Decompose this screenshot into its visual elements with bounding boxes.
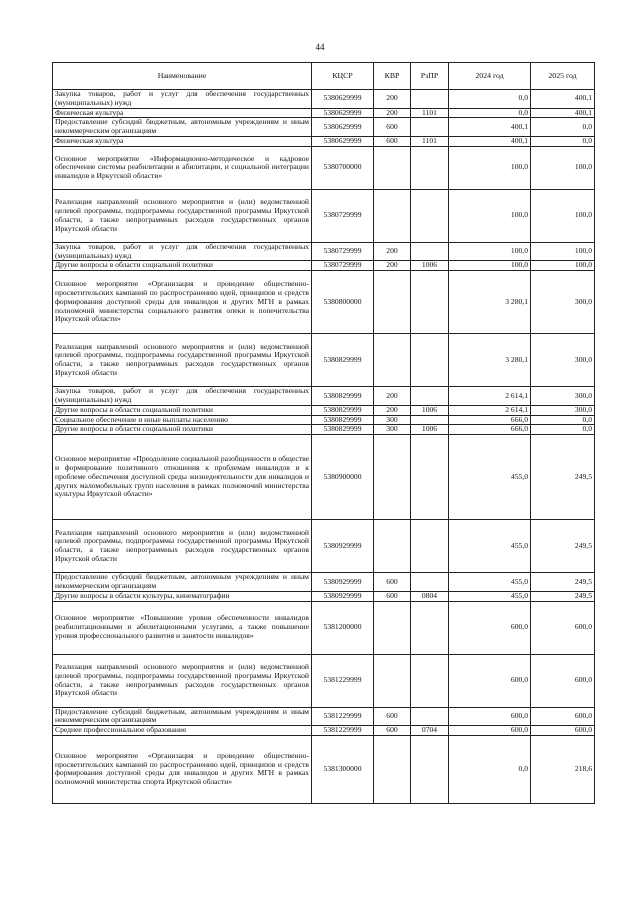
row-2025-cell: 300,0	[531, 334, 595, 387]
row-kvr-cell: 200	[374, 108, 411, 118]
row-2024-cell: 455,0	[449, 573, 531, 592]
row-2025-cell: 600,0	[531, 601, 595, 654]
row-kcsr-cell: 5380729999	[312, 189, 374, 242]
row-name-cell: Другие вопросы в области культуры, кинематографии	[53, 591, 312, 601]
row-kvr-cell: 600	[374, 726, 411, 736]
row-2024-cell: 600,0	[449, 726, 531, 736]
row-2024-cell: 666,0	[449, 425, 531, 435]
row-name-cell: Основное мероприятие «Организация и проведение общественно-просветительских кампаний по распространению идей, принципов и средств формирования доступной среды для инвалидов и других МГН в рамках полномочий министерства спорта Иркутской области»	[53, 735, 312, 803]
row-kvr-cell	[374, 601, 411, 654]
row-2025-cell: 249,5	[531, 520, 595, 573]
header-kcsr: КЦСР	[312, 63, 374, 90]
row-rzpr-cell: 1101	[411, 108, 449, 118]
row-kvr-cell: 600	[374, 136, 411, 146]
row-name-cell: Реализация направлений основного мероприятия и (или) ведомственной целевой программы, подпрограммы государственной программы Иркутской области, а также непрограммных расходов государственных органов Иркутской области	[53, 520, 312, 573]
header-2024: 2024 год	[449, 63, 531, 90]
header-name: Наименование	[53, 63, 312, 90]
row-kcsr-cell: 5380629999	[312, 108, 374, 118]
row-2024-cell: 2 614,1	[449, 405, 531, 415]
row-2025-cell: 300,0	[531, 405, 595, 415]
row-name-cell: Закупка товаров, работ и услуг для обеспечения государственных (муниципальных) нужд	[53, 387, 312, 406]
row-kvr-cell: 600	[374, 591, 411, 601]
row-rzpr-cell	[411, 334, 449, 387]
table-row	[53, 136, 595, 146]
row-2025-cell: 0,0	[531, 425, 595, 435]
row-kvr-cell: 600	[374, 118, 411, 137]
row-name-cell: Другие вопросы в области социальной политики	[53, 405, 312, 415]
row-kcsr-cell: 5380800000	[312, 271, 374, 334]
row-2024-cell: 0,0	[449, 108, 531, 118]
row-name-cell: Реализация направлений основного мероприятия и (или) ведомственной целевой программы, подпрограммы государственной программы Иркутской области, а также непрограммных расходов государственных органов Иркутской области	[53, 654, 312, 707]
row-2025-cell: 0,0	[531, 118, 595, 137]
row-2024-cell: 100,0	[449, 189, 531, 242]
row-kvr-cell	[374, 735, 411, 803]
row-name-cell: Предоставление субсидий бюджетным, автономным учреждениям и иным некоммерческим организациям	[53, 118, 312, 137]
table-row	[53, 520, 595, 573]
row-kvr-cell	[374, 334, 411, 387]
row-rzpr-cell	[411, 707, 449, 726]
row-rzpr-cell	[411, 520, 449, 573]
row-rzpr-cell	[411, 146, 449, 189]
page-number: 44	[315, 42, 325, 52]
row-kcsr-cell: 5380629999	[312, 118, 374, 137]
row-2024-cell: 600,0	[449, 707, 531, 726]
row-name-cell: Основное мероприятие «Информационно-методическое и кадровое обеспечение системы реабилитации и абилитации, и социальной интеграции инвалидов в Иркутской области»	[53, 146, 312, 189]
row-kcsr-cell: 5380700000	[312, 146, 374, 189]
row-2025-cell: 100,0	[531, 189, 595, 242]
row-name-cell: Предоставление субсидий бюджетным, автономным учреждениям и иным некоммерческим организациям	[53, 573, 312, 592]
row-kvr-cell: 600	[374, 573, 411, 592]
table-header	[53, 63, 595, 90]
table-row	[53, 118, 595, 137]
row-2024-cell: 3 280,1	[449, 334, 531, 387]
row-rzpr-cell: 1006	[411, 425, 449, 435]
header-kvr: КВР	[374, 63, 411, 90]
row-2024-cell: 100,0	[449, 261, 531, 271]
row-name-cell: Основное мероприятие «Повышение уровня обеспеченности инвалидов реабилитационными и абилитационными услугами, а также повышение уровня профессионального развития и занятости инвалидов»	[53, 601, 312, 654]
row-name-cell: Закупка товаров, работ и услуг для обеспечения государственных (муниципальных) нужд	[53, 90, 312, 109]
row-name-cell: Социальное обеспечение и иные выплаты населению	[53, 415, 312, 425]
table-row	[53, 387, 595, 406]
row-kcsr-cell: 5380729999	[312, 242, 374, 261]
row-2024-cell: 455,0	[449, 435, 531, 520]
row-kvr-cell: 200	[374, 261, 411, 271]
row-rzpr-cell	[411, 118, 449, 137]
row-2025-cell: 100,0	[531, 146, 595, 189]
table-row	[53, 435, 595, 520]
row-kcsr-cell: 5380829999	[312, 334, 374, 387]
row-name-cell: Основное мероприятие «Преодоление социальной разобщенности в обществе и формирование позитивного отношения к проблемам инвалидов и к проблеме обеспечения доступной среды жизнедеятельности для инвалидов и других маломобильных групп населения в рамках полномочий министерства культуры Иркутской области»	[53, 435, 312, 520]
row-2024-cell: 400,1	[449, 118, 531, 137]
row-kcsr-cell: 5380629999	[312, 136, 374, 146]
row-rzpr-cell	[411, 654, 449, 707]
header-rzpr: РзПР	[411, 63, 449, 90]
row-kcsr-cell: 5380729999	[312, 261, 374, 271]
row-2025-cell: 600,0	[531, 726, 595, 736]
row-kvr-cell	[374, 189, 411, 242]
row-kcsr-cell: 5380829999	[312, 387, 374, 406]
row-kvr-cell: 300	[374, 425, 411, 435]
table-row	[53, 242, 595, 261]
row-name-cell: Другие вопросы в области социальной политики	[53, 261, 312, 271]
row-name-cell: Физическая культура	[53, 136, 312, 146]
row-kvr-cell	[374, 654, 411, 707]
row-2025-cell: 249,5	[531, 435, 595, 520]
row-2025-cell: 0,0	[531, 415, 595, 425]
budget-table	[52, 62, 595, 804]
row-2025-cell: 218,6	[531, 735, 595, 803]
table-row	[53, 334, 595, 387]
table-row	[53, 90, 595, 109]
row-2024-cell: 600,0	[449, 654, 531, 707]
row-rzpr-cell	[411, 435, 449, 520]
table-row	[53, 425, 595, 435]
header-2025: 2025 год	[531, 63, 595, 90]
row-kcsr-cell: 5381300000	[312, 735, 374, 803]
row-rzpr-cell: 1101	[411, 136, 449, 146]
row-rzpr-cell	[411, 573, 449, 592]
row-name-cell: Закупка товаров, работ и услуг для обеспечения государственных (муниципальных) нужд	[53, 242, 312, 261]
row-2024-cell: 0,0	[449, 90, 531, 109]
row-kcsr-cell: 5380829999	[312, 425, 374, 435]
table-row	[53, 405, 595, 415]
row-rzpr-cell: 1006	[411, 405, 449, 415]
row-2025-cell: 300,0	[531, 387, 595, 406]
row-2025-cell: 300,0	[531, 271, 595, 334]
row-kvr-cell: 200	[374, 90, 411, 109]
table-row	[53, 146, 595, 189]
row-name-cell: Другие вопросы в области социальной политики	[53, 425, 312, 435]
row-2025-cell: 400,1	[531, 90, 595, 109]
table-row	[53, 707, 595, 726]
row-name-cell: Реализация направлений основного мероприятия и (или) ведомственной целевой программы, подпрограммы государственной программы Иркутской области, а также непрограммных расходов государственных органов Иркутской области	[53, 334, 312, 387]
row-2025-cell: 100,0	[531, 242, 595, 261]
row-rzpr-cell	[411, 387, 449, 406]
table-row	[53, 271, 595, 334]
row-kcsr-cell: 5381229999	[312, 707, 374, 726]
row-kcsr-cell: 5380829999	[312, 405, 374, 415]
row-rzpr-cell: 1006	[411, 261, 449, 271]
row-2025-cell: 400,1	[531, 108, 595, 118]
row-name-cell: Физическая культура	[53, 108, 312, 118]
row-kvr-cell: 300	[374, 415, 411, 425]
row-kvr-cell: 600	[374, 707, 411, 726]
table-row	[53, 591, 595, 601]
row-kcsr-cell: 5380929999	[312, 591, 374, 601]
row-2025-cell: 100,0	[531, 261, 595, 271]
row-2024-cell: 2 614,1	[449, 387, 531, 406]
row-rzpr-cell	[411, 735, 449, 803]
row-2024-cell: 3 280,1	[449, 271, 531, 334]
row-name-cell: Предоставление субсидий бюджетным, автономным учреждениям и иным некоммерческим организациям	[53, 707, 312, 726]
row-2024-cell: 100,0	[449, 242, 531, 261]
row-rzpr-cell: 0804	[411, 591, 449, 601]
row-kcsr-cell: 5381229999	[312, 726, 374, 736]
row-kcsr-cell: 5380900000	[312, 435, 374, 520]
row-2025-cell: 600,0	[531, 654, 595, 707]
row-2024-cell: 100,0	[449, 146, 531, 189]
row-2025-cell: 249,5	[531, 573, 595, 592]
table-row	[53, 261, 595, 271]
row-kvr-cell	[374, 271, 411, 334]
row-rzpr-cell	[411, 242, 449, 261]
row-kcsr-cell: 5380829999	[312, 415, 374, 425]
row-kvr-cell	[374, 435, 411, 520]
row-name-cell: Основное мероприятие «Организация и проведение общественно-просветительских кампаний по распространению идей, принципов и средств формирования доступной среды для инвалидов и других МГН в рамках полномочий министерства социального развития опеки и попечительства Иркутской области»	[53, 271, 312, 334]
row-kvr-cell	[374, 520, 411, 573]
row-kcsr-cell: 5380629999	[312, 90, 374, 109]
table-body	[53, 90, 595, 804]
row-kvr-cell: 200	[374, 405, 411, 415]
row-2024-cell: 455,0	[449, 591, 531, 601]
row-2025-cell: 249,5	[531, 591, 595, 601]
table-row	[53, 573, 595, 592]
row-2024-cell: 666,0	[449, 415, 531, 425]
table-row	[53, 654, 595, 707]
row-rzpr-cell: 0704	[411, 726, 449, 736]
row-rzpr-cell	[411, 189, 449, 242]
row-rzpr-cell	[411, 601, 449, 654]
row-rzpr-cell	[411, 90, 449, 109]
row-2025-cell: 0,0	[531, 136, 595, 146]
row-kcsr-cell: 5380929999	[312, 573, 374, 592]
row-2024-cell: 0,0	[449, 735, 531, 803]
row-rzpr-cell	[411, 271, 449, 334]
row-2024-cell: 600,0	[449, 601, 531, 654]
row-2024-cell: 455,0	[449, 520, 531, 573]
row-name-cell: Реализация направлений основного мероприятия и (или) ведомственной целевой программы, подпрограммы государственной программы Иркутской области, а также непрограммных расходов государственных органов Иркутской области	[53, 189, 312, 242]
row-kcsr-cell: 5381200000	[312, 601, 374, 654]
table-row	[53, 601, 595, 654]
table-row	[53, 189, 595, 242]
table-row	[53, 735, 595, 803]
row-kvr-cell: 200	[374, 242, 411, 261]
row-2025-cell: 600,0	[531, 707, 595, 726]
row-kvr-cell	[374, 146, 411, 189]
row-2024-cell: 400,1	[449, 136, 531, 146]
row-kcsr-cell: 5380929999	[312, 520, 374, 573]
row-kcsr-cell: 5381229999	[312, 654, 374, 707]
row-name-cell: Среднее профессиональное образование	[53, 726, 312, 736]
row-kvr-cell: 200	[374, 387, 411, 406]
table-row	[53, 726, 595, 736]
